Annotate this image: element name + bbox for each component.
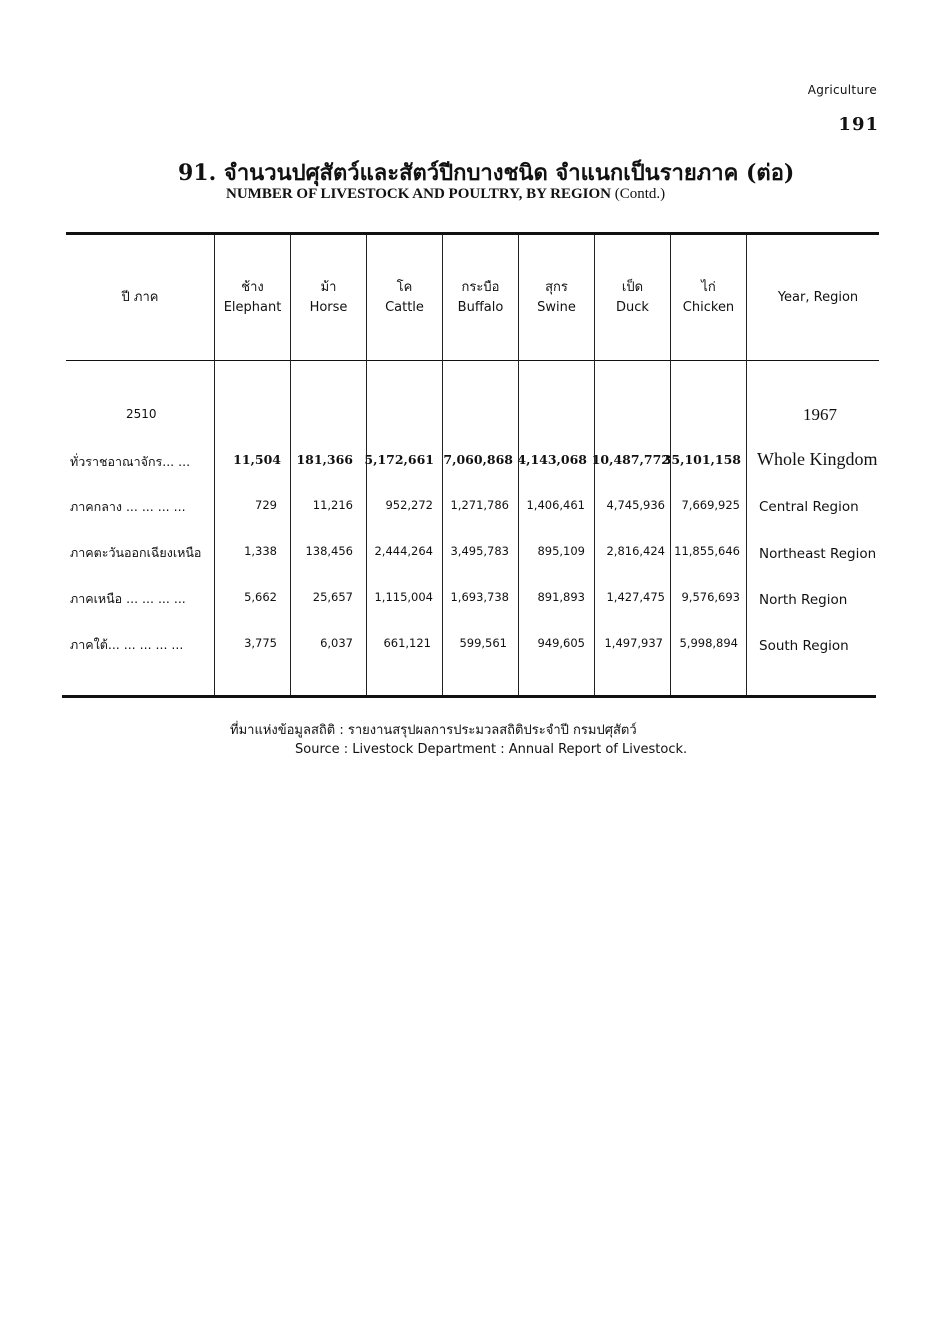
col-header-th: กระบือ [461,280,500,295]
col-header-cattle [367,278,442,318]
table-title-english-suffix: (Contd.) [614,186,666,202]
cell-chicken: 11,855,646 [674,544,740,558]
table-title-english-main: NUMBER OF LIVESTOCK AND POULTRY, BY REGION [226,186,611,202]
cell-horse: 11,216 [312,498,353,512]
year-english: 1967 [803,405,837,424]
row-label-english: North Region [759,592,848,608]
table-top-rule [66,232,879,235]
cell-cattle: 5,172,661 [364,452,434,467]
col-header-en: Cattle [385,300,424,315]
col-header-th: สุกร [545,280,568,295]
cell-buffalo: 1,271,786 [450,498,509,512]
cell-swine: 895,109 [537,544,585,558]
source-note-thai: ที่มาแห่งข้อมูลสถิติ : รายงานสรุปผลการประมวลสถิติประจำปี กรมปศุสัตว์ [230,723,637,738]
col-header-en: Buffalo [457,300,504,315]
row-label-thai: ภาคใต้... ... ... ... ... [70,637,184,652]
cell-buffalo: 599,561 [459,636,507,650]
cell-elephant: 5,662 [244,590,277,604]
cell-horse: 181,366 [296,452,353,467]
cell-horse: 6,037 [320,636,353,650]
cell-duck: 2,816,424 [606,544,665,558]
cell-chicken: 5,998,894 [679,636,738,650]
cell-buffalo: 3,495,783 [450,544,509,558]
table-title-thai: 91. จำนวนปศุสัตว์และสัตว์ปีกบางชนิด จำแนกเป็นรายภาค (ต่อ) [178,160,795,186]
cell-cattle: 952,272 [385,498,433,512]
cell-buffalo: 7,060,868 [443,452,513,467]
col-header-chicken [671,278,746,318]
col-header-horse [291,278,366,318]
cell-cattle: 1,115,004 [374,590,433,604]
col-header-en: Chicken [682,300,735,315]
cell-horse: 25,657 [312,590,353,604]
col-header-th: โค [396,280,413,295]
row-label-thai: ภาคตะวันออกเฉียงเหนือ [70,545,202,560]
table-title-english [226,186,665,203]
page-number: 191 [838,114,879,135]
col-header-elephant [215,278,290,318]
cell-buffalo: 1,693,738 [450,590,509,604]
source-note-english: Source : Livestock Department : Annual Report of Livestock. [295,742,688,757]
col-header-duck [595,278,670,318]
cell-chicken: 35,101,158 [662,452,741,467]
col-header-buffalo [443,278,518,318]
cell-swine: 891,893 [537,590,585,604]
cell-cattle: 661,121 [383,636,431,650]
row-label-english: Northeast Region [759,546,877,562]
cell-elephant: 1,338 [244,544,277,558]
row-label-english: South Region [759,638,849,654]
table-bottom-rule [62,695,876,698]
col-header-th: ช้าง [241,280,264,295]
cell-duck: 1,427,475 [606,590,665,604]
cell-elephant: 11,504 [233,452,281,467]
col-header-en: Elephant [223,300,282,315]
col-header-th: เป็ด [621,280,644,295]
col-header-en: Horse [309,300,348,315]
col-header-en: Duck [616,300,649,315]
row-label-english: Whole Kingdom [757,449,878,469]
cell-cattle: 2,444,264 [374,544,433,558]
cell-swine: 1,406,461 [526,498,585,512]
cell-duck: 4,745,936 [606,498,665,512]
cell-duck: 1,497,937 [604,636,663,650]
cell-duck: 10,487,772 [591,452,670,467]
right-header: Year, Region [777,290,859,305]
cell-horse: 138,456 [305,544,353,558]
header-bottom-rule [66,360,879,361]
col-header-th: ไก่ [701,280,716,295]
row-label-english: Central Region [759,499,859,515]
col-header-th: ม้า [320,280,337,295]
row-label-thai: ภาคกลาง ... ... ... ... [70,499,186,514]
cell-elephant: 729 [255,498,277,512]
cell-elephant: 3,775 [244,636,277,650]
cell-swine: 4,143,068 [517,452,587,467]
corner-header: ปี ภาค [121,290,159,305]
cell-chicken: 7,669,925 [681,498,740,512]
column-divider [746,235,747,695]
row-label-thai: ทั่วราชอาณาจักร... ... [70,454,191,469]
cell-swine: 949,605 [537,636,585,650]
cell-chicken: 9,576,693 [681,590,740,604]
section-header: Agriculture [807,83,877,97]
col-header-swine [519,278,594,318]
col-header-en: Swine [537,300,576,315]
year-thai: 2510 [126,407,157,421]
row-label-thai: ภาคเหนือ ... ... ... ... [70,591,186,606]
